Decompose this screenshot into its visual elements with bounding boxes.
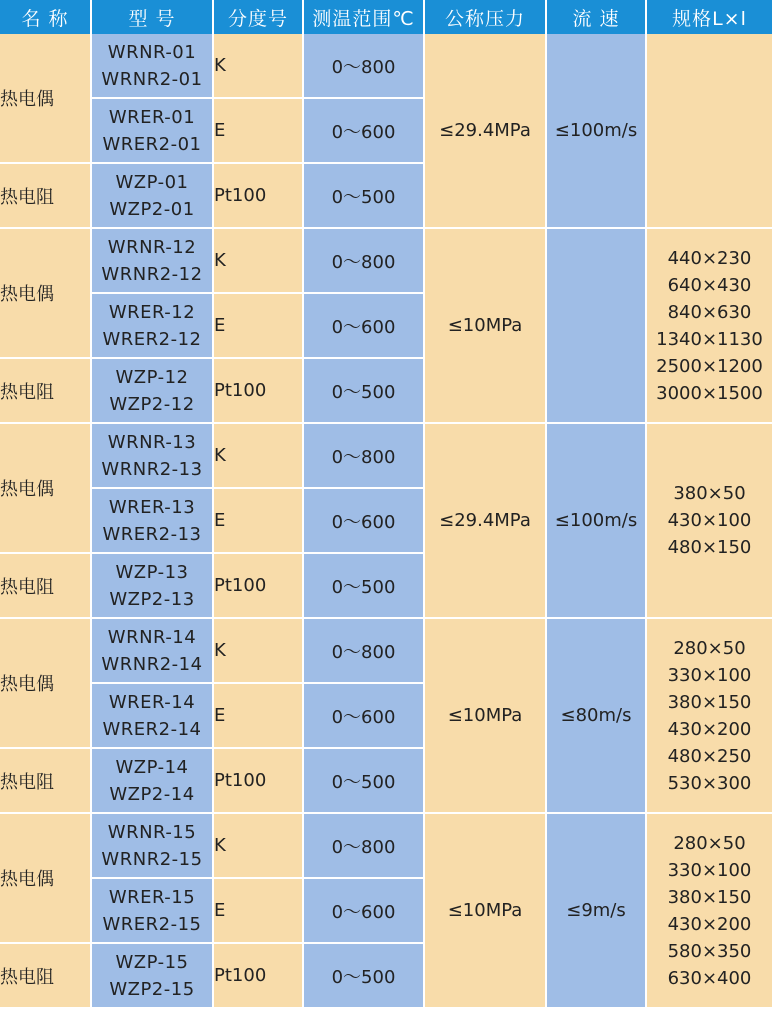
model-code: WZP2-14 (109, 783, 195, 805)
model-code: WRNR-15 (107, 821, 197, 843)
model-code: WRNR2-01 (101, 68, 203, 90)
graduation-cell: Pt100 (214, 944, 304, 1009)
table-body (0, 34, 774, 1009)
pressure-cell: ≤29.4MPa (425, 424, 547, 619)
model-cell (92, 879, 214, 944)
spec-value: 480×250 (667, 745, 752, 767)
pressure-cell: ≤10MPa (425, 814, 547, 1009)
header-model: 型 号 (92, 0, 214, 34)
model-cell (92, 34, 214, 99)
model-code: WRNR-01 (107, 41, 197, 63)
graduation-cell: E (214, 879, 304, 944)
spec-value: 480×150 (667, 537, 752, 558)
spec-value: 330×100 (667, 859, 752, 881)
thermal-resistor-name: 热电阻 (0, 359, 92, 424)
spec-value: 630×400 (667, 967, 752, 989)
model-code: WZP2-15 (109, 978, 195, 1000)
model-code: WRER2-15 (102, 913, 202, 935)
model-code: WRER-14 (108, 691, 196, 713)
model-code: WRER-01 (108, 106, 196, 128)
model-cell (92, 424, 214, 489)
thermal-resistor-name: 热电阻 (0, 944, 92, 1009)
spec-value: 1340×1130 (656, 328, 763, 350)
spec-value: 530×300 (667, 772, 752, 794)
flow-cell (547, 229, 647, 424)
model-code: WRER2-01 (102, 133, 202, 155)
spec-value: 430×200 (667, 718, 752, 740)
spec-cell (647, 229, 774, 424)
header-name: 名 称 (0, 0, 92, 34)
model-code: WRNR-14 (107, 626, 197, 648)
model-cell (92, 229, 214, 294)
table-row (0, 229, 774, 294)
model-code: WRNR2-13 (101, 458, 203, 480)
graduation-cell: Pt100 (214, 749, 304, 814)
range-cell: 0～800 (304, 424, 425, 489)
graduation-cell: K (214, 814, 304, 879)
range-cell: 0～500 (304, 164, 425, 229)
spec-value: 380×50 (673, 483, 746, 504)
range-cell: 0～600 (304, 684, 425, 749)
model-code: WZP2-13 (109, 588, 195, 610)
spec-cell (647, 34, 774, 229)
spec-value: 580×350 (667, 940, 752, 962)
header-pressure: 公称压力 (425, 0, 547, 34)
model-cell (92, 814, 214, 879)
graduation-cell: K (214, 619, 304, 684)
thermocouple-name: 热电偶 (0, 34, 92, 164)
spec-cell (647, 814, 774, 1009)
thermal-resistor-name: 热电阻 (0, 164, 92, 229)
spec-value: 380×150 (667, 886, 752, 908)
model-code: WRNR-13 (107, 431, 197, 453)
graduation-cell: E (214, 99, 304, 164)
model-cell (92, 164, 214, 229)
table-row (0, 814, 774, 879)
table-row (0, 34, 774, 99)
spec-value: 440×230 (667, 247, 752, 269)
flow-cell: ≤80m/s (547, 619, 647, 814)
table-row (0, 619, 774, 684)
model-code: WRER-12 (108, 301, 196, 323)
range-cell: 0～800 (304, 814, 425, 879)
thermocouple-name: 热电偶 (0, 424, 92, 554)
model-code: WRNR2-14 (101, 653, 203, 675)
pressure-cell: ≤29.4MPa (425, 34, 547, 229)
spec-cell (647, 424, 774, 619)
table-header (0, 0, 774, 34)
model-cell (92, 294, 214, 359)
pressure-cell: ≤10MPa (425, 229, 547, 424)
graduation-cell: K (214, 34, 304, 99)
range-cell: 0～600 (304, 489, 425, 554)
model-cell (92, 99, 214, 164)
header-graduation: 分度号 (214, 0, 304, 34)
thermocouple-name: 热电偶 (0, 814, 92, 944)
model-code: WRNR2-12 (101, 263, 203, 285)
spec-value: 840×630 (667, 301, 752, 323)
model-code: WRER-15 (108, 886, 196, 908)
model-code: WRER2-12 (102, 328, 202, 350)
header-spec: 规格L×l (647, 0, 774, 34)
thermocouple-name: 热电偶 (0, 229, 92, 359)
model-cell (92, 619, 214, 684)
graduation-cell: E (214, 489, 304, 554)
range-cell: 0～500 (304, 944, 425, 1009)
spec-value: 280×50 (673, 832, 746, 854)
graduation-cell: Pt100 (214, 164, 304, 229)
graduation-cell: Pt100 (214, 359, 304, 424)
model-cell (92, 359, 214, 424)
graduation-cell: E (214, 684, 304, 749)
graduation-cell: K (214, 424, 304, 489)
range-cell: 0～600 (304, 99, 425, 164)
model-cell (92, 554, 214, 619)
model-code: WZP-15 (115, 951, 189, 973)
model-cell (92, 684, 214, 749)
model-code: WRER2-13 (102, 523, 202, 545)
flow-cell: ≤100m/s (547, 34, 647, 229)
pressure-cell: ≤10MPa (425, 619, 547, 814)
spec-value: 330×100 (667, 664, 752, 686)
thermocouple-name: 热电偶 (0, 619, 92, 749)
range-cell: 0～600 (304, 879, 425, 944)
range-cell: 0～800 (304, 619, 425, 684)
spec-value: 2500×1200 (656, 355, 763, 377)
flow-cell: ≤100m/s (547, 424, 647, 619)
model-code: WZP-01 (115, 171, 189, 193)
model-code: WRNR-12 (107, 236, 197, 258)
model-code: WZP-14 (115, 756, 189, 778)
spec-cell (647, 619, 774, 814)
flow-cell: ≤9m/s (547, 814, 647, 1009)
model-cell (92, 489, 214, 554)
header-flow: 流 速 (547, 0, 647, 34)
graduation-cell: Pt100 (214, 554, 304, 619)
model-code: WRER-13 (108, 496, 196, 518)
graduation-cell: K (214, 229, 304, 294)
thermal-resistor-name: 热电阻 (0, 554, 92, 619)
graduation-cell: E (214, 294, 304, 359)
thermal-resistor-name: 热电阻 (0, 749, 92, 814)
spec-value: 3000×1500 (656, 382, 763, 404)
table-row (0, 424, 774, 489)
spec-value: 380×150 (667, 691, 752, 713)
range-cell: 0～500 (304, 359, 425, 424)
range-cell: 0～500 (304, 749, 425, 814)
spec-value: 640×430 (667, 274, 752, 296)
spec-value: 430×100 (667, 510, 752, 531)
model-code: WRER2-14 (102, 718, 202, 740)
range-cell: 0～800 (304, 229, 425, 294)
range-cell: 0～500 (304, 554, 425, 619)
spec-value: 280×50 (673, 637, 746, 659)
spec-value: 430×200 (667, 913, 752, 935)
model-code: WZP-13 (115, 561, 189, 583)
model-code: WZP-12 (115, 366, 189, 388)
model-code: WRNR2-15 (101, 848, 203, 870)
model-cell (92, 944, 214, 1009)
model-code: WZP2-12 (109, 393, 195, 415)
model-cell (92, 749, 214, 814)
header-range: 测温范围℃ (304, 0, 425, 34)
range-cell: 0～600 (304, 294, 425, 359)
range-cell: 0～800 (304, 34, 425, 99)
model-code: WZP2-01 (109, 198, 195, 220)
